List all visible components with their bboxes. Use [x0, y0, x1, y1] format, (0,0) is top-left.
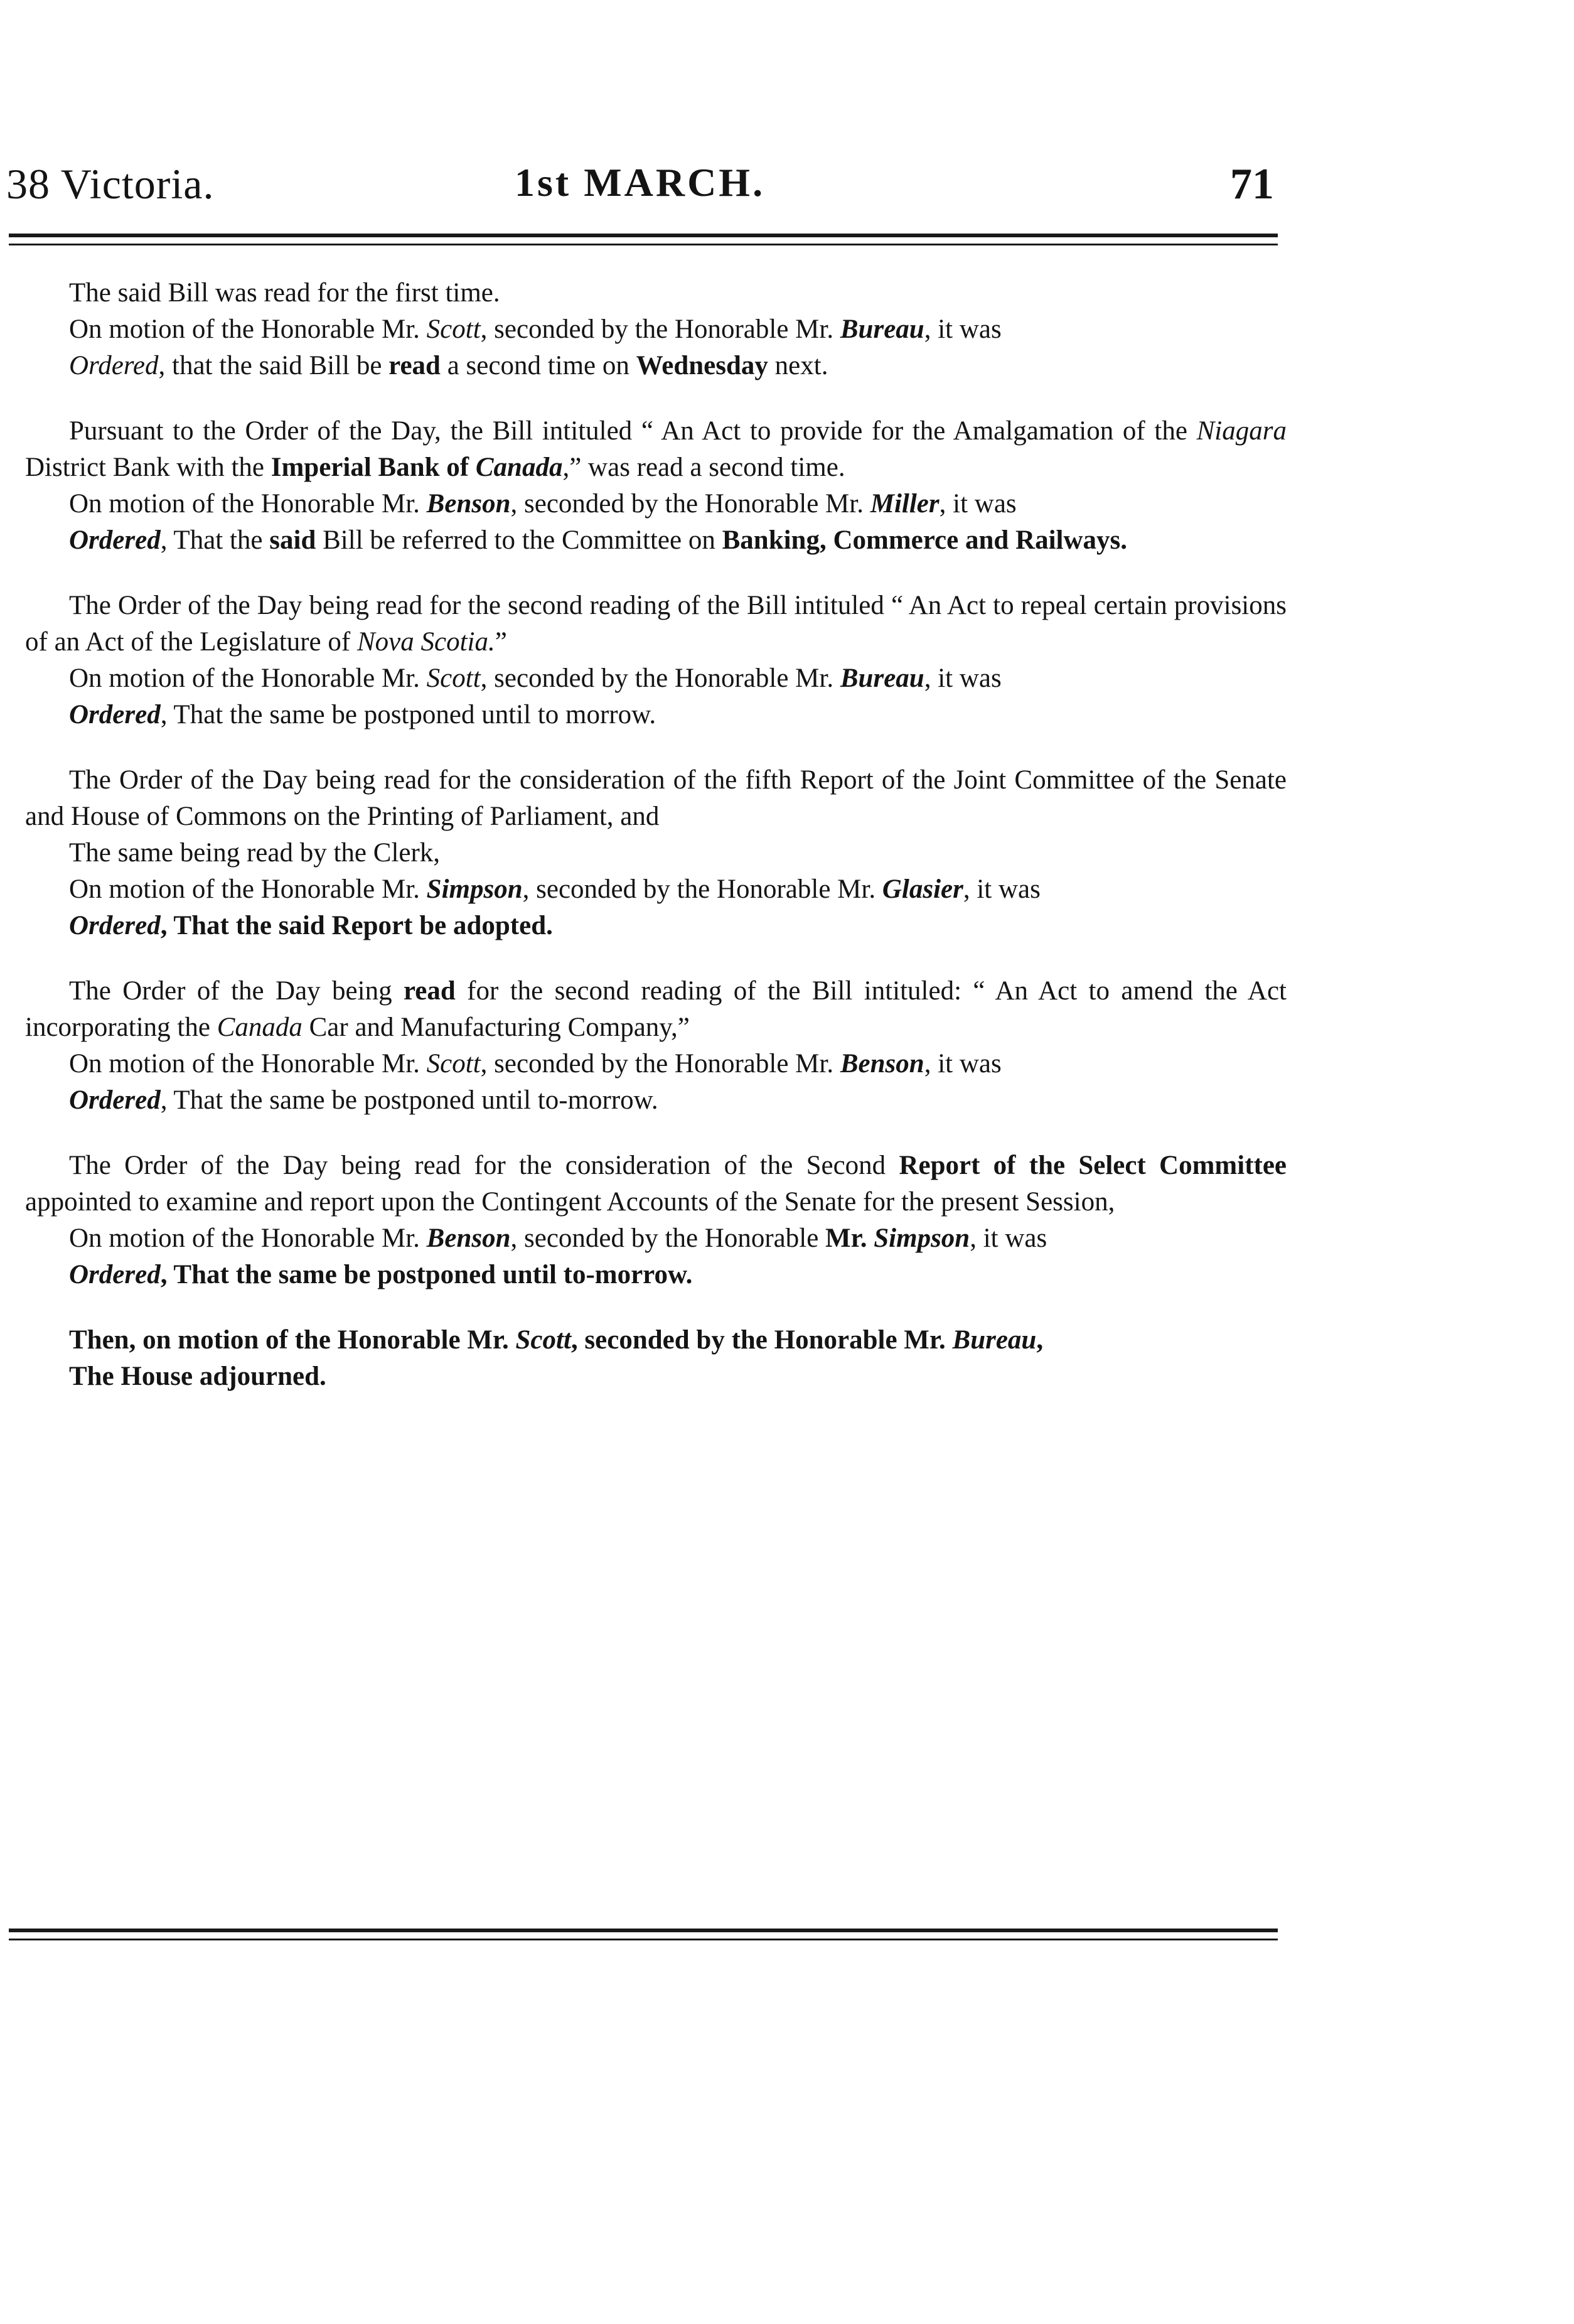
page-number: 71: [1230, 160, 1274, 208]
paragraph: On motion of the Honorable Mr. Simpson, seconded by the Honorable Mr. Glasier, it was: [69, 874, 1041, 904]
paragraph: The Order of the Day being read for the second reading of the Bill intituled “ An Act to repeal certain provisions of an Act of the Legislature of Nova Scotia.”: [25, 591, 1287, 657]
paragraph: On motion of the Honorable Mr. Scott, seconded by the Honorable Mr. Benson, it was: [69, 1049, 1002, 1079]
paragraph: The said Bill was read for the first time.: [69, 278, 500, 308]
paragraph: Ordered, that the said Bill be read a second time on Wednesday next.: [69, 351, 828, 380]
paragraph: On motion of the Honorable Mr. Scott, seconded by the Honorable Mr. Bureau, it was: [69, 315, 1002, 344]
paragraph: Ordered, That the same be postponed until to-morrow.: [69, 1085, 658, 1115]
paragraph: On motion of the Honorable Mr. Scott, seconded by the Honorable Mr. Bureau, it was: [69, 664, 1002, 693]
paragraph: Pursuant to the Order of the Day, the Bill intituled “ An Act to provide for the Amalgamation of the Niagara District Bank with the Imperial Bank of Canada,” was read a second time.: [25, 416, 1287, 482]
session-title: 38 Victoria.: [6, 160, 215, 208]
paragraph: Then, on motion of the Honorable Mr. Scott, seconded by the Honorable Mr. Bureau,: [69, 1325, 1044, 1355]
paragraph: The House adjourned.: [69, 1362, 326, 1391]
header-rule: [9, 234, 1278, 245]
paragraph: The same being read by the Clerk,: [69, 838, 441, 868]
page-header: [6, 151, 1287, 220]
paragraph: On motion of the Honorable Mr. Benson, seconded by the Honorable Mr. Simpson, it was: [69, 1224, 1047, 1253]
paragraph: The Order of the Day being read for the consideration of the fifth Report of the Joint Committee of the Senate and House of Commons on the Printing of Parliament, and: [25, 765, 1287, 831]
paragraph: On motion of the Honorable Mr. Benson, seconded by the Honorable Mr. Miller, it was: [69, 489, 1017, 519]
paragraph: Ordered, That the same be postponed until to-morrow.: [69, 1260, 693, 1289]
paragraph: Ordered, That the said Bill be referred to the Committee on Banking, Commerce and Railways.: [69, 525, 1128, 555]
footer-rule: [9, 1929, 1278, 1940]
paragraph: The Order of the Day being read for the consideration of the Second Report of the Select Committee appointed to examine and report upon the Contingent Accounts of the Senate for the present Session,: [25, 1151, 1287, 1217]
paragraph: Ordered, That the same be postponed until to morrow.: [69, 700, 656, 729]
paragraph: The Order of the Day being read for the second reading of the Bill intituled: “ An Act to amend the Act incorporating the Canada Car and Manufacturing Company,”: [25, 976, 1287, 1042]
date-heading: 1st MARCH.: [515, 160, 766, 205]
journal-body: [25, 275, 1287, 1395]
paragraph: Ordered, That the said Report be adopted.: [69, 911, 553, 940]
